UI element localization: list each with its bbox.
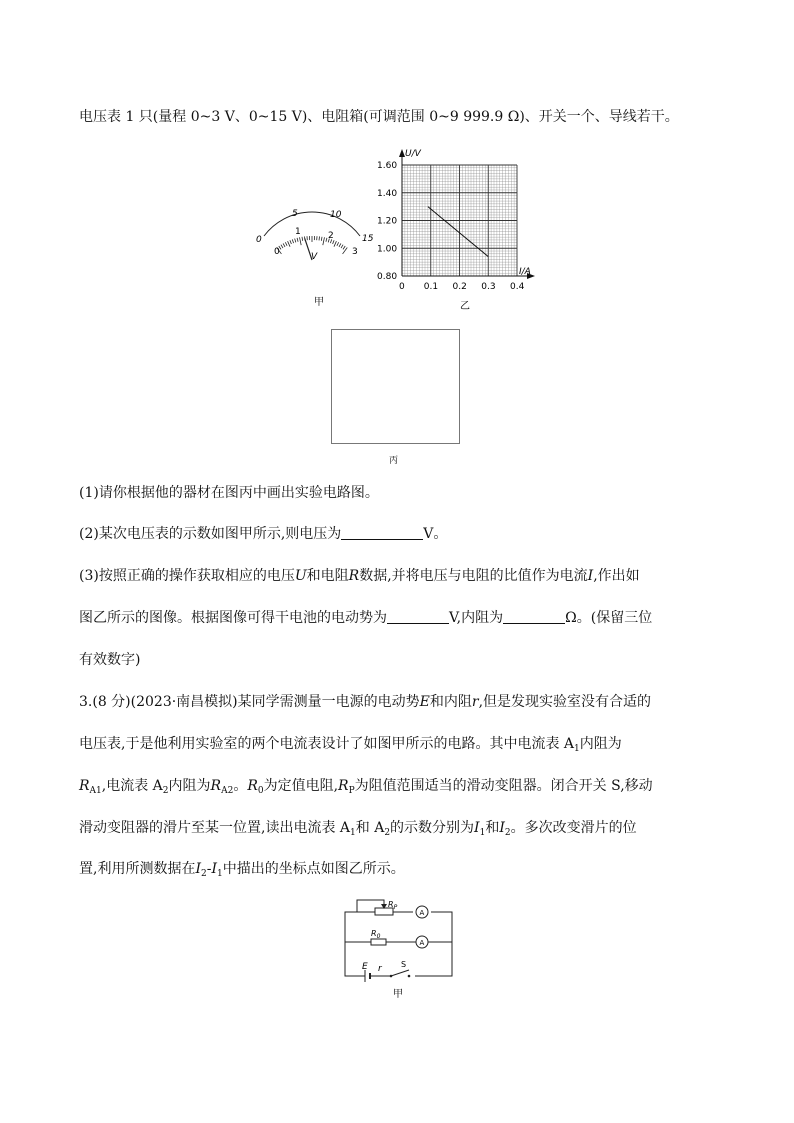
q3-text-b: 和电阻: [306, 568, 349, 584]
p3-sub-k: 2: [200, 869, 207, 879]
meter-tick: [290, 240, 291, 244]
x-tick-label: 0.1: [423, 282, 439, 292]
p3-var-e: E: [419, 694, 430, 710]
p3-sub-g: 1: [350, 828, 356, 838]
meter-upper-10: 10: [330, 210, 342, 220]
rp-slider: [357, 900, 384, 912]
r-label: r: [378, 964, 382, 974]
ammeter-a1-glyph: A: [419, 909, 425, 917]
x-axis-label: I/A: [519, 267, 531, 277]
p3-var-i1b: I: [211, 861, 217, 877]
q3-emf-blank[interactable]: [387, 609, 449, 624]
chart-caption: 乙: [460, 301, 470, 312]
q3-text-e: 图乙所示的图像。根据图像可得干电池的电动势为: [79, 610, 387, 626]
p3-text-g: 内阻为: [168, 778, 211, 794]
q3-resistance-blank[interactable]: [503, 609, 565, 624]
meter-tick: [288, 241, 290, 246]
p3-text-a: 3.(8 分)(2023·南昌模拟)某同学需测量一电源的电动势: [79, 694, 420, 710]
q2-unit: V。: [423, 526, 448, 542]
meter-caption: 甲: [314, 297, 324, 306]
q3-var-u: U: [294, 568, 307, 584]
meter-tick: [337, 242, 339, 246]
p3-text-h: 。: [233, 778, 248, 794]
y-tick-label: 1.20: [377, 216, 398, 227]
rp-resistor: [375, 908, 393, 915]
x-tick-label: 0.3: [481, 282, 496, 292]
p3-sub-a: 1: [574, 744, 580, 754]
p3-sub-d: A2: [221, 786, 234, 796]
question-3-line-2: [79, 608, 652, 628]
p3-var-r: r: [471, 694, 479, 710]
meter-tick: [292, 239, 293, 243]
circuit-diagram: [335, 890, 465, 1005]
p3-text-e: 内阻为: [579, 736, 622, 752]
problem-3-line-3: [79, 776, 653, 801]
q3-text-d: ,作出如: [593, 568, 640, 584]
p3-var-i2b: I: [195, 861, 201, 877]
meter-tick: [341, 245, 343, 248]
meter-tick: [334, 241, 336, 246]
question-3-line-1: [79, 566, 640, 586]
x-tick-label: 0: [399, 282, 405, 292]
x-tick-label: 0.4: [510, 282, 525, 292]
p3-text-i: 为定值电阻,: [263, 778, 339, 794]
p3-var-r0: R: [247, 778, 258, 794]
question-3-line-3: 有效数字): [79, 652, 141, 668]
problem-3-line-4: [79, 818, 637, 843]
figure-bing-box[interactable]: [331, 329, 460, 444]
y-tick-label: 1.60: [377, 161, 398, 171]
p3-text-c: ,但是发现实验室没有合适的: [478, 694, 652, 710]
p3-text-d: 电压表,于是他利用实验室的两个电流表设计了如图甲所示的电路。其中电流表 A: [79, 736, 575, 752]
problem-3-line-5: [79, 859, 405, 884]
r0-label: $R_0$: [371, 929, 381, 940]
p3-text-q: 中描出的坐标点如图乙所示。: [222, 861, 405, 877]
q3-text-c: 数据,并将电压与电阻的比值作为电流: [359, 568, 588, 584]
p3-var-ra1: R: [79, 778, 90, 794]
p3-text-f: ,电流表 A: [101, 778, 163, 794]
p3-sub-j: 2: [504, 828, 511, 838]
q3-text-a: (3)按照正确的操作获取相应的电压: [79, 568, 295, 584]
meter-tick: [300, 237, 302, 245]
problem-3-line-2: [79, 734, 622, 759]
p3-var-rp: R: [338, 778, 349, 794]
meter-arc: [264, 212, 360, 236]
meter-tick: [319, 236, 320, 240]
problem-3-line-1: [79, 692, 651, 712]
p3-text-p: 置,利用所测数据在: [79, 861, 196, 877]
ui-graph: [372, 145, 547, 313]
question-1: (1)请你根据他的器材在图丙中画出实验电路图。: [79, 485, 379, 501]
meter-upper-5: 5: [292, 209, 298, 219]
meter-lower-2: 2: [328, 231, 334, 241]
meter-tick: [321, 237, 322, 241]
y-tick-label: 0.80: [377, 272, 398, 282]
meter-tick: [326, 238, 327, 242]
p3-sub-f: P: [348, 786, 355, 796]
meter-tick: [281, 245, 283, 248]
q2-answer-blank[interactable]: [341, 525, 423, 540]
meter-tick: [295, 239, 296, 243]
p3-var-i2: I: [499, 820, 505, 836]
p3-sub-e: 0: [257, 786, 264, 796]
meter-tick: [302, 237, 303, 241]
q3-var-i: I: [587, 568, 594, 584]
meter-tick: [297, 238, 298, 242]
p3-sub-l: 1: [216, 869, 223, 879]
s-label: S: [401, 960, 407, 969]
switch-icon: [391, 970, 409, 976]
y-tick-label: 1.40: [377, 188, 398, 199]
meter-lower-0: 0: [274, 247, 280, 257]
p3-var-i1: I: [474, 820, 480, 836]
meter-upper-15: 15: [362, 234, 374, 244]
y-axis-label: U/V: [405, 149, 421, 159]
p3-text-n: 和: [485, 820, 500, 836]
ammeter-a2-glyph: A: [419, 939, 425, 947]
p3-sub-b: A1: [89, 786, 102, 796]
voltmeter-figure: [250, 196, 380, 306]
meter-tick: [323, 237, 325, 245]
p3-var-ra2: R: [210, 778, 222, 794]
p3-sub-i: 1: [479, 828, 486, 838]
p3-text-o: 。多次改变滑片的位: [510, 820, 637, 836]
p3-text-l: 和 A: [355, 820, 385, 836]
p3-sub-c: 2: [162, 786, 169, 796]
x-tick-label: 0.2: [452, 282, 467, 292]
meter-lower-3: 3: [352, 247, 358, 257]
p3-dash: -: [206, 861, 212, 877]
meter-tick: [339, 243, 341, 247]
y-tick-label: 1.00: [377, 244, 398, 255]
e-label: E: [362, 962, 368, 972]
p3-text-k: 滑动变阻器的滑片至某一位置,读出电流表 A: [79, 820, 351, 836]
question-2: [79, 524, 447, 544]
figure-bing-caption: 丙: [389, 456, 399, 466]
p3-text-j: 为阻值范围适当的滑动变阻器。闭合开关 S,移动: [354, 778, 653, 794]
meter-tick: [285, 242, 287, 246]
q3-text-g: Ω。(保留三位: [565, 610, 653, 626]
p3-sub-h: 2: [384, 828, 391, 838]
meter-tick: [343, 246, 345, 249]
circuit-caption: 甲: [393, 989, 403, 1000]
rp-label: $R_P$: [388, 900, 398, 911]
meter-unit: V: [311, 252, 318, 262]
q2-text: (2)某次电压表的示数如图甲所示,则电压为: [79, 526, 342, 542]
p3-text-m: 的示数分别为: [390, 820, 475, 836]
q3-var-r: R: [348, 568, 360, 584]
q3-text-f: V,内阻为: [449, 610, 504, 626]
meter-upper-0: 0: [256, 235, 262, 245]
intro-line: 电压表 1 只(量程 0~3 V、0~15 V)、电阻箱(可调范围 0~9 999.9 Ω)、开关一个、导线若干。: [79, 109, 679, 125]
meter-lower-1: 1: [295, 227, 301, 237]
meter-tick: [283, 243, 285, 247]
p3-text-b: 和内阻: [429, 694, 472, 710]
